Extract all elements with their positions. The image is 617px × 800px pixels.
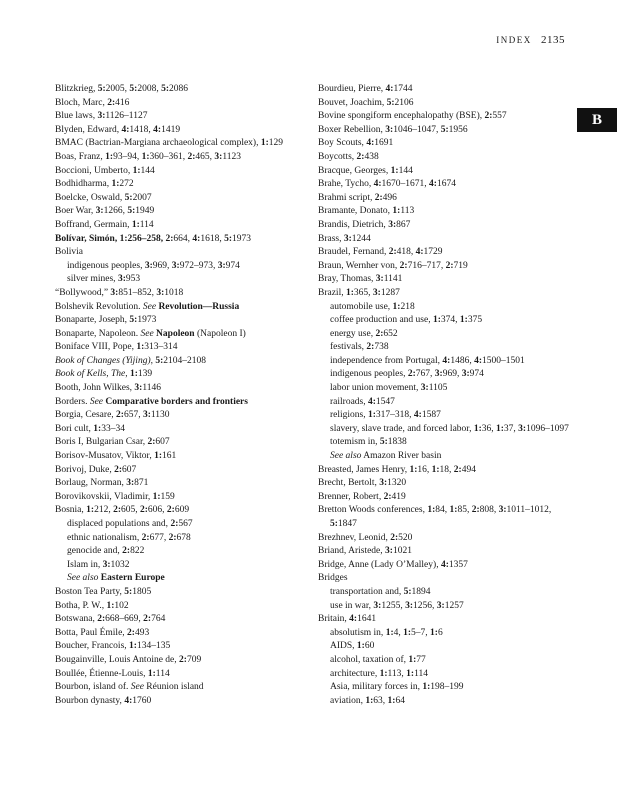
index-entry: Borisov-Musatov, Viktor, 1:161 (55, 451, 177, 462)
index-entry: Brazil, 1:365, 3:1287 (318, 287, 400, 298)
index-entry: Bridges (318, 573, 348, 584)
index-subentry: alcohol, taxation of, 1:77 (330, 654, 426, 665)
index-entry: Boer War, 3:1266, 5:1949 (55, 206, 155, 217)
index-subentry: See also Eastern Europe (67, 573, 165, 584)
index-entry: Brenner, Robert, 2:419 (318, 491, 406, 502)
index-entry: Bolivia (55, 247, 83, 258)
index-entry: Borivoj, Duke, 2:607 (55, 464, 137, 475)
header-label: INDEX (496, 35, 532, 45)
index-entry: Bourdieu, Pierre, 4:1744 (318, 84, 413, 94)
index-entry: Brass, 3:1244 (318, 233, 371, 244)
index-entry: Breasted, James Henry, 1:16, 1:18, 2:494 (318, 464, 476, 475)
index-subentry: displaced populations and, 2:567 (67, 519, 193, 529)
index-subentry: genocide and, 2:822 (67, 546, 145, 557)
index-entry: Briand, Aristede, 3:1021 (318, 546, 412, 557)
index-subentry: slavery, slave trade, and forced labor, 1:36, 1:37, 3:1096–1097 (330, 423, 569, 434)
index-entry: Borlaug, Norman, 3:871 (55, 478, 149, 489)
index-subentry: indigenous peoples, 3:969, 3:972–973, 3:974 (67, 260, 240, 271)
index-entry: Bracque, Georges, 1:144 (318, 165, 413, 176)
index-subentry: coffee production and use, 1:374, 1:375 (330, 315, 483, 326)
index-entry: Bodhidharma, 1:272 (55, 179, 134, 190)
index-entry: Bolívar, Simón, 1:256–258, 2:664, 4:1618, 5:1973 (55, 233, 252, 244)
index-entry: Braudel, Fernand, 2:418, 4:1729 (318, 247, 443, 258)
index-entry: Borgia, Cesare, 2:657, 3:1130 (55, 410, 170, 421)
index-entry: Borders. See Comparative borders and frontiers (55, 396, 248, 407)
index-subentry: independence from Portugal, 4:1486, 4:1500–1501 (330, 355, 525, 366)
index-subentry: Asia, military forces in, 1:198–199 (330, 682, 464, 693)
index-entry: Bourbon dynasty, 4:1760 (55, 695, 152, 706)
index-column-right (318, 83, 578, 708)
index-entry: Boucher, Francois, 1:134–135 (55, 641, 171, 652)
index-entry: Bosnia, 1:212, 2:605, 2:606, 2:609 (55, 505, 190, 516)
index-subentry: automobile use, 1:218 (330, 301, 415, 312)
index-subentry: silver mines, 3:953 (67, 274, 141, 285)
index-entry: Bramante, Donato, 1:113 (318, 206, 415, 217)
index-subentry: totemism in, 5:1838 (330, 437, 407, 448)
index-subentry: aviation, 1:63, 1:64 (330, 695, 405, 706)
index-subentry: Islam in, 3:1032 (67, 559, 130, 570)
index-subentry: ethnic nationalism, 2:677, 2:678 (67, 532, 191, 543)
index-entry: Boelcke, Oswald, 5:2007 (55, 192, 152, 203)
index-entry: Bretton Woods conferences, 1:84, 1:85, 2:808, 3:1011–1012, 5:1847 (318, 505, 552, 529)
running-header (496, 34, 565, 46)
index-entry: Bovine spongiform encephalopathy (BSE), 2:557 (318, 111, 507, 122)
index-entry: Blitzkrieg, 5:2005, 5:2008, 5:2086 (55, 84, 189, 94)
index-entry: Botta, Paul Émile, 2:493 (55, 627, 150, 638)
index-subentry: religions, 1:317–318, 4:1587 (330, 410, 441, 421)
index-entry: Boniface VIII, Pope, 1:313–314 (55, 342, 178, 353)
index-entry: Brandis, Dietrich, 3:867 (318, 219, 411, 230)
index-entry: Bloch, Marc, 2:416 (55, 97, 130, 108)
index-entry: Brecht, Bertolt, 3:1320 (318, 478, 407, 489)
index-entry: Boas, Franz, 1:93–94, 1:360–361, 2:465, 3:1123 (55, 151, 241, 162)
index-entry: Bourbon, island of. See Réunion island (55, 682, 204, 693)
index-column-left (55, 83, 309, 708)
index-entry: Brahe, Tycho, 4:1670–1671, 4:1674 (318, 179, 456, 190)
index-entry: Blyden, Edward, 4:1418, 4:1419 (55, 124, 181, 135)
index-entry: Bori cult, 1:33–34 (55, 423, 125, 434)
index-entry: Britain, 4:1641 (318, 614, 377, 625)
index-subentry: architecture, 1:113, 1:114 (330, 668, 428, 679)
index-subentry: festivals, 2:738 (330, 342, 389, 353)
index-entry: Book of Kells, The, 1:139 (55, 369, 153, 380)
index-entry: Brezhnev, Leonid, 2:520 (318, 532, 413, 543)
index-entry: Boxer Rebellion, 3:1046–1047, 5:1956 (318, 124, 468, 135)
index-subentry: AIDS, 1:60 (330, 641, 375, 652)
index-entry: Bolshevik Revolution. See Revolution—Russia (55, 301, 240, 312)
index-entry: Boris I, Bulgarian Csar, 2:607 (55, 437, 170, 448)
index-entry: Bougainville, Louis Antoine de, 2:709 (55, 654, 202, 665)
index-entry: BMAC (Bactrian-Margiana archaeological complex), 1:129 (55, 138, 284, 149)
index-entry: Blue laws, 3:1126–1127 (55, 111, 148, 122)
index-entry: Brahmi script, 2:496 (318, 192, 397, 203)
index-entry: Boffrand, Germain, 1:114 (55, 219, 154, 230)
index-entry: Boycotts, 2:438 (318, 151, 379, 162)
index-subentry: use in war, 3:1255, 3:1256, 3:1257 (330, 600, 464, 611)
page-number: 2135 (541, 34, 565, 46)
index-entry: Book of Changes (Yijing), 5:2104–2108 (55, 355, 207, 366)
index-subentry: absolutism in, 1:4, 1:5–7, 1:6 (330, 627, 443, 638)
index-subentry: energy use, 2:652 (330, 328, 398, 339)
index-entry: Boullée, Étienne-Louis, 1:114 (55, 668, 170, 679)
index-entry: Braun, Wernher von, 2:716–717, 2:719 (318, 260, 468, 271)
index-subentry: See also Amazon River basin (330, 451, 442, 462)
index-subentry: transportation and, 5:1894 (330, 586, 431, 597)
index-entry: Bonaparte, Joseph, 5:1973 (55, 315, 157, 326)
index-entry: Boston Tea Party, 5:1805 (55, 586, 152, 597)
index-entry: Bouvet, Joachim, 5:2106 (318, 97, 414, 108)
index-entry: Boy Scouts, 4:1691 (318, 138, 394, 149)
index-entry: Botswana, 2:668–669, 2:764 (55, 614, 166, 625)
index-entry: Botha, P. W., 1:102 (55, 600, 129, 611)
index-entry: Bray, Thomas, 3:1141 (318, 274, 403, 285)
index-subentry: indigenous peoples, 2:767, 3:969, 3:974 (330, 369, 484, 380)
index-entry: Booth, John Wilkes, 3:1146 (55, 383, 161, 394)
index-entry: Borovikovskii, Vladimir, 1:159 (55, 491, 175, 502)
index-subentry: labor union movement, 3:1105 (330, 383, 448, 394)
section-tab: B (577, 108, 617, 132)
index-subentry: railroads, 4:1547 (330, 396, 395, 407)
index-entry: Bridge, Anne (Lady O’Malley), 4:1357 (318, 559, 468, 570)
index-entry: “Bollywood,” 3:851–852, 3:1018 (55, 287, 184, 298)
index-entry: Bonaparte, Napoleon. See Napoleon (Napoleon I) (55, 328, 246, 339)
index-entry: Boccioni, Umberto, 1:144 (55, 165, 155, 176)
